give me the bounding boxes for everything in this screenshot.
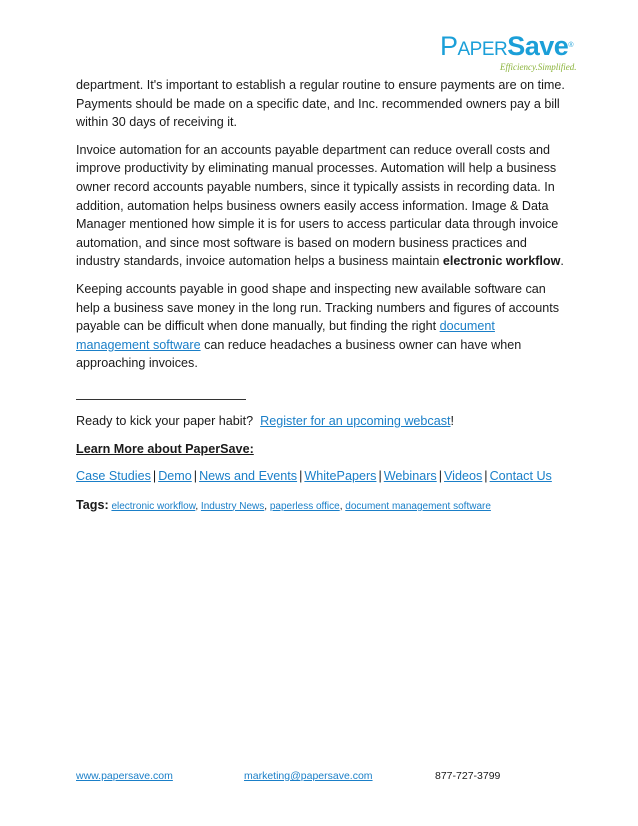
footer-website-link[interactable]: www.papersave.com xyxy=(76,770,173,782)
footer-phone: 877-727-3799 xyxy=(435,770,501,782)
tag-separator: , xyxy=(195,500,199,512)
link-webinars[interactable]: Webinars xyxy=(383,469,437,484)
paragraph-2-text: Invoice automation for an accounts payable department can reduce overall costs and improve productivity by eliminating manual processes. Automation will help a business owner record accounts payable numbers, since it typically assists in recording data. In addition, automation helps business owners easily access information. Image & Data Manager mentioned how simple it is for users to access particular data through invoice automation, and since most software is based on modern business practices and industry standards, invoice automation helps a business maintain xyxy=(76,142,559,269)
tag-industry-news[interactable]: Industry News xyxy=(200,500,265,512)
link-contact-us[interactable]: Contact Us xyxy=(489,469,552,484)
tags-label: Tags: xyxy=(76,497,109,512)
document-management-software-link[interactable]: document management software xyxy=(76,319,495,352)
paragraph-3 xyxy=(76,280,566,373)
learn-more-heading xyxy=(76,440,566,459)
logo-save: Save xyxy=(507,31,569,61)
logo-wordmark xyxy=(440,30,573,62)
link-news-and-events[interactable]: News and Events xyxy=(199,469,298,484)
link-whitepapers[interactable]: WhitePapers xyxy=(304,469,377,484)
logo-tagline: Efficiency.Simplified. xyxy=(500,62,577,72)
link-separator: | xyxy=(299,469,303,484)
link-separator: | xyxy=(193,469,198,484)
resource-links xyxy=(76,467,566,486)
logo-registered: ® xyxy=(568,42,573,49)
paragraph-2-end: . xyxy=(560,254,564,269)
link-separator: | xyxy=(378,469,382,484)
tag-separator: , xyxy=(264,500,268,512)
link-videos[interactable]: Videos xyxy=(444,469,483,484)
tags-line xyxy=(76,496,566,517)
tag-separator: , xyxy=(339,500,343,512)
link-separator: | xyxy=(484,469,488,484)
cta-end: ! xyxy=(450,413,455,428)
divider-rule xyxy=(76,399,246,400)
paragraph-1: department. It's important to establish a regular routine to ensure payments are on time. Payments should be made on a specific date, and Inc. recommended owners pay a bill within 30 days of receiving it. xyxy=(76,78,565,130)
link-separator: | xyxy=(152,469,157,484)
footer-email-link[interactable]: marketing@papersave.com xyxy=(244,770,373,782)
papersave-logo xyxy=(440,30,590,78)
paragraph-3-end: can reduce headaches a business owner can have when approaching invoices. xyxy=(76,337,522,371)
document-body xyxy=(76,76,566,516)
learn-more-text: Learn More about PaperSave: xyxy=(76,441,254,456)
paragraph-3-text: Keeping accounts payable in good shape and inspecting new available software can help a business save money in the long run. Tracking numbers and figures of accounts payable can be difficult when done manually, but finding the right xyxy=(76,281,560,334)
webcast-link[interactable]: Register for an upcoming webcast xyxy=(260,413,451,428)
tag-paperless-office[interactable]: paperless office xyxy=(269,500,340,512)
cta-line xyxy=(76,412,566,431)
link-separator: | xyxy=(438,469,442,484)
paragraph-2 xyxy=(76,141,566,271)
cta-text: Ready to kick your paper habit? xyxy=(76,413,261,428)
logo-paper: Paper xyxy=(440,31,508,61)
electronic-workflow-bold: electronic workflow xyxy=(442,254,561,269)
tag-document-management-software[interactable]: document management software xyxy=(345,500,491,512)
link-demo[interactable]: Demo xyxy=(158,469,192,484)
tag-electronic-workflow[interactable]: electronic workflow xyxy=(111,500,196,512)
link-case-studies[interactable]: Case Studies xyxy=(76,469,151,484)
